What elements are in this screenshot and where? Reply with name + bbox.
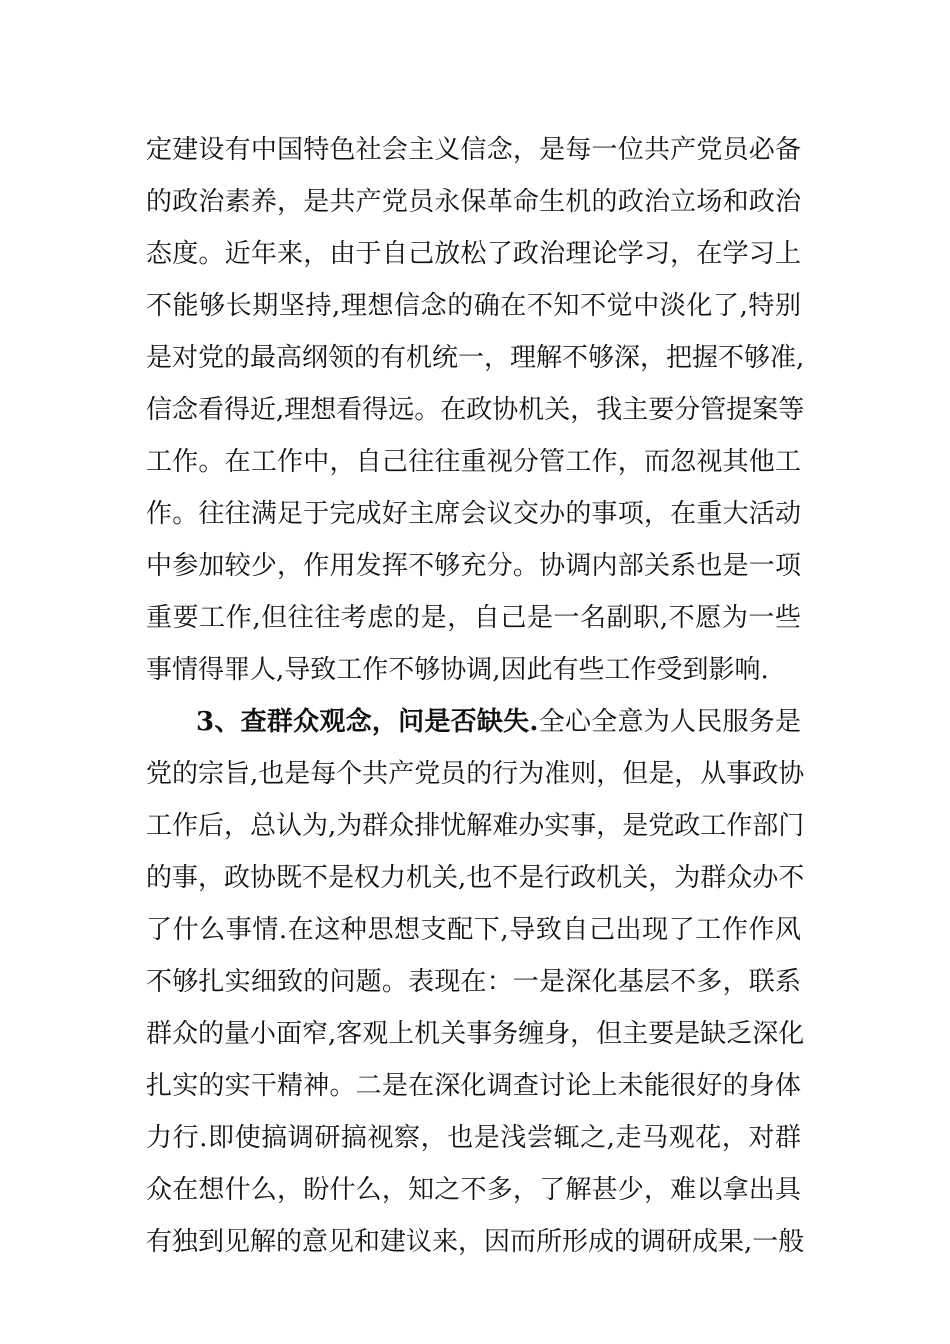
text-line: 中参加较少，作用发挥不够充分。协调内部关系也是一项 <box>146 551 801 581</box>
text-line: 信念看得近,理想看得远。在政协机关，我主要分管提案等 <box>146 395 805 425</box>
text-line: 工作。在工作中，自己往往重视分管工作，而忽视其他工 <box>146 447 801 477</box>
text-line: 了什么事情.在这种思想支配下,导致自己出现了工作作风 <box>146 915 801 945</box>
section-3-first-line <box>146 696 801 748</box>
text-line: 的政治素养，是共产党员永保革命生机的政治立场和政治 <box>146 187 801 217</box>
text-line: 不够扎实细致的问题。表现在：一是深化基层不多，联系 <box>146 967 801 997</box>
text-line: 有独到见解的意见和建议来，因而所形成的调研成果,一般 <box>146 1227 805 1257</box>
body-text <box>146 124 805 1268</box>
text-line: 定建设有中国特色社会主义信念，是每一位共产党员必备 <box>146 135 801 165</box>
text-line: 力行.即使搞调研搞视察，也是浅尝辄之,走马观花，对群 <box>146 1123 801 1153</box>
text-line: 作。往往满足于完成好主席会议交办的事项，在重大活动 <box>146 499 801 529</box>
text-line: 群众的量小面窄,客观上机关事务缠身，但主要是缺乏深化 <box>146 1019 805 1049</box>
text-line: 不能够长期坚持,理想信念的确在不知不觉中淡化了,特别 <box>146 291 801 321</box>
text-line: 是对党的最高纲领的有机统一，理解不够深，把握不够准, <box>146 343 805 373</box>
section-3-heading: 3、查群众观念，问是否缺失. <box>196 707 539 737</box>
text-line: 众在想什么，盼什么，知之不多，了解甚少，难以拿出具 <box>146 1175 801 1205</box>
text-line: 态度。近年来，由于自己放松了政治理论学习，在学习上 <box>146 239 801 269</box>
text-line: 党的宗旨,也是每个共产党员的行为准则，但是，从事政协 <box>146 759 805 789</box>
text-line: 工作后，总认为,为群众排忧解难办实事，是党政工作部门 <box>146 811 805 841</box>
text-line: 扎实的实干精神。二是在深化调查讨论上未能很好的身体 <box>146 1071 801 1101</box>
text-line: 事情得罪人,导致工作不够协调,因此有些工作受到影响. <box>146 655 769 685</box>
section-3-text: 全心全意为人民服务是 <box>538 707 801 737</box>
text-line: 重要工作,但往往考虑的是，自己是一名副职,不愿为一些 <box>146 603 801 633</box>
text-line: 的事，政协既不是权力机关,也不是行政机关，为群众办不 <box>146 863 805 893</box>
